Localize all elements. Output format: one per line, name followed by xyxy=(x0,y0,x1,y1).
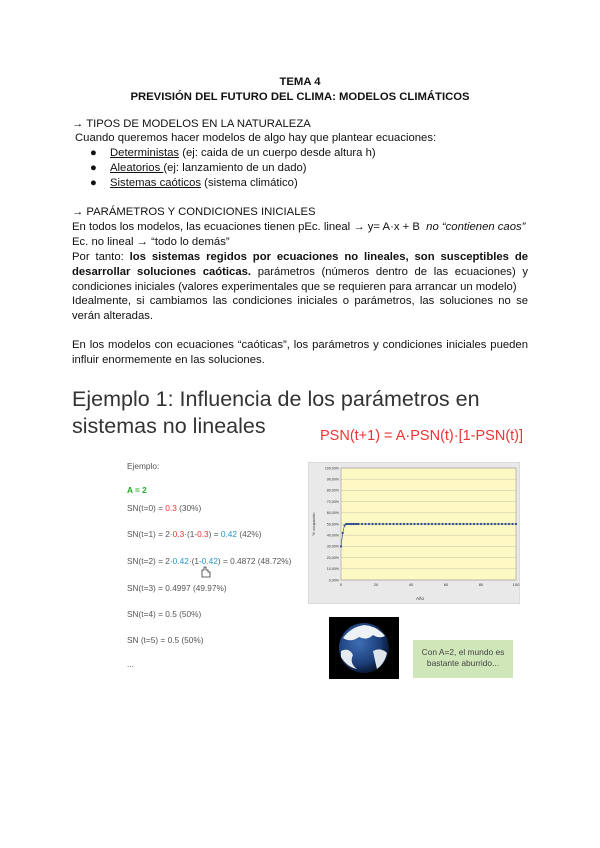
data-point xyxy=(357,523,359,525)
data-point xyxy=(413,523,415,525)
example-label: Ejemplo: xyxy=(127,461,160,471)
step-t2: SN(t=2) = 2·0.42·(1-0.42) = 0.4872 (48.72%) xyxy=(127,556,292,566)
paragraph-lead: Por tanto: xyxy=(72,251,130,263)
data-point xyxy=(406,523,408,525)
data-point xyxy=(410,523,412,525)
step-t0: SN(t=0) = 0.3 (30%) xyxy=(127,503,202,513)
data-point xyxy=(441,523,443,525)
list-item xyxy=(90,161,510,176)
data-point xyxy=(434,523,436,525)
data-point xyxy=(504,523,506,525)
y-tick-label: 30,00% xyxy=(326,544,339,549)
section-heading-params: → PARÁMETROS Y CONDICIONES INICIALES xyxy=(72,206,316,218)
cursor-icon xyxy=(198,565,214,579)
list-term: Deterministas xyxy=(110,147,180,159)
list-term: Sistemas caóticos xyxy=(110,177,202,189)
data-point xyxy=(364,523,366,525)
data-point xyxy=(462,523,464,525)
paragraph-ideal: Idealmente, si cambiamos las condiciones iniciales o parámetros, las soluciones no se verán alteradas. xyxy=(72,295,528,322)
y-tick-label: 10,00% xyxy=(326,567,339,572)
data-point xyxy=(382,523,384,525)
globe-image xyxy=(329,617,399,679)
data-point xyxy=(445,523,447,525)
data-point xyxy=(452,523,454,525)
bullet-icon: ● xyxy=(90,177,97,189)
x-tick-label: 20 xyxy=(373,582,379,587)
data-point xyxy=(385,523,387,525)
list-item xyxy=(90,176,510,191)
data-point xyxy=(490,523,492,525)
slide-title-line2: sistemas no lineales xyxy=(72,414,266,438)
data-point xyxy=(396,523,398,525)
data-point xyxy=(497,523,499,525)
data-point xyxy=(420,523,422,525)
data-point xyxy=(438,523,440,525)
x-tick-label: 80 xyxy=(478,582,484,587)
data-point xyxy=(508,523,510,525)
bullet-icon: ● xyxy=(90,147,97,159)
data-point xyxy=(427,523,429,525)
y-tick-label: 90,00% xyxy=(326,477,339,482)
y-tick-label: 100,00% xyxy=(324,466,339,471)
paragraph-therefore xyxy=(72,250,528,295)
x-tick-label: 60 xyxy=(443,582,449,587)
step-t1: SN(t=1) = 2·0.3·(1-0.3) = 0.42 (42%) xyxy=(127,529,262,539)
callout-box: Con A=2, el mundo es bastante aburrido... xyxy=(413,640,513,678)
linear-note: no “contienen caos” xyxy=(426,221,526,233)
data-point xyxy=(340,545,342,547)
data-point xyxy=(494,523,496,525)
linear-text: En todos los modelos, las ecuaciones tienen pEc. lineal → y= A·x + B xyxy=(72,221,420,233)
data-point xyxy=(476,523,478,525)
paragraph-rest: parámetros (números dentro de las ecuaciones) y condiciones iniciales (valores experimentales que se requieren para arrancar un modelo) xyxy=(72,266,529,293)
y-tick-label: 20,00% xyxy=(326,555,339,560)
data-point xyxy=(378,523,380,525)
data-point xyxy=(389,523,391,525)
y-tick-label: 80,00% xyxy=(326,488,339,493)
x-tick-label: 0 xyxy=(339,582,343,587)
paragraph-bold: los sistemas regidos por ecuaciones no lineales, son susceptibles de desarrollar soluciones caóticas. xyxy=(72,251,529,278)
a-value: A = 2 xyxy=(127,485,147,495)
data-point xyxy=(487,523,489,525)
topic-label: TEMA 4 xyxy=(279,76,321,88)
x-tick-label: 100 xyxy=(512,582,520,587)
y-tick-label: 70,00% xyxy=(326,499,339,504)
data-point xyxy=(375,523,377,525)
linear-line xyxy=(72,220,525,235)
data-point xyxy=(459,523,461,525)
data-point xyxy=(399,523,401,525)
data-point xyxy=(371,523,373,525)
data-point xyxy=(515,523,517,525)
list-text: (sistema climático) xyxy=(201,177,298,189)
step-t5: SN (t=5) = 0.5 (50%) xyxy=(127,635,204,645)
data-point xyxy=(473,523,475,525)
data-point xyxy=(448,523,450,525)
document-title: PREVISIÓN DEL FUTURO DEL CLIMA: MODELOS CLIMÁTICOS xyxy=(130,91,470,103)
data-point xyxy=(342,532,344,534)
list-term: Aleatorios xyxy=(110,162,164,174)
data-point xyxy=(466,523,468,525)
list-text: (ej: caida de un cuerpo desde altura h) xyxy=(179,147,376,159)
step-t3: SN(t=3) = 0.4997 (49.97%) xyxy=(127,583,227,593)
data-point xyxy=(455,523,457,525)
data-point xyxy=(361,523,363,525)
step-t4: SN(t=4) = 0.5 (50%) xyxy=(127,609,202,619)
data-point xyxy=(343,524,345,526)
example-slide xyxy=(72,381,528,681)
y-tick-label: 50,00% xyxy=(326,522,339,527)
occupancy-chart xyxy=(308,462,520,604)
y-tick-label: 40,00% xyxy=(326,533,339,538)
nonlinear-line: Ec. no lineal → “todo lo demás” xyxy=(72,236,230,248)
data-point xyxy=(483,523,485,525)
data-point xyxy=(469,523,471,525)
data-point xyxy=(403,523,405,525)
paragraph-chaotic: En los modelos con ecuaciones “caóticas”, los parámetros y condiciones iniciales pueden influir enormemente en las soluciones. xyxy=(72,339,528,366)
section-intro: Cuando queremos hacer modelos de algo hay que plantear ecuaciones: xyxy=(75,132,437,144)
y-tick-label: 60,00% xyxy=(326,511,339,516)
section-heading-types: → TIPOS DE MODELOS EN LA NATURALEZA xyxy=(72,118,311,130)
formula-label: PSN(t+1) = A·PSN(t)·[1-PSN(t)] xyxy=(320,428,524,444)
x-axis-label: Año xyxy=(415,596,425,601)
bullet-icon: ● xyxy=(90,162,97,174)
list-item xyxy=(90,146,510,161)
data-point xyxy=(424,523,426,525)
y-tick-label: 0,00% xyxy=(328,578,339,583)
data-point xyxy=(480,523,482,525)
slide-title-line1: Ejemplo 1: Influencia de los parámetros en xyxy=(72,387,480,411)
data-point xyxy=(431,523,433,525)
y-axis-label: % ocupación xyxy=(311,512,316,536)
list-text: (ej: lanzamiento de un dado) xyxy=(163,162,307,174)
data-point xyxy=(392,523,394,525)
data-point xyxy=(501,523,503,525)
data-point xyxy=(368,523,370,525)
data-point xyxy=(417,523,419,525)
x-tick-label: 40 xyxy=(408,582,414,587)
data-point xyxy=(511,523,513,525)
step-ellipsis: ... xyxy=(127,659,134,669)
